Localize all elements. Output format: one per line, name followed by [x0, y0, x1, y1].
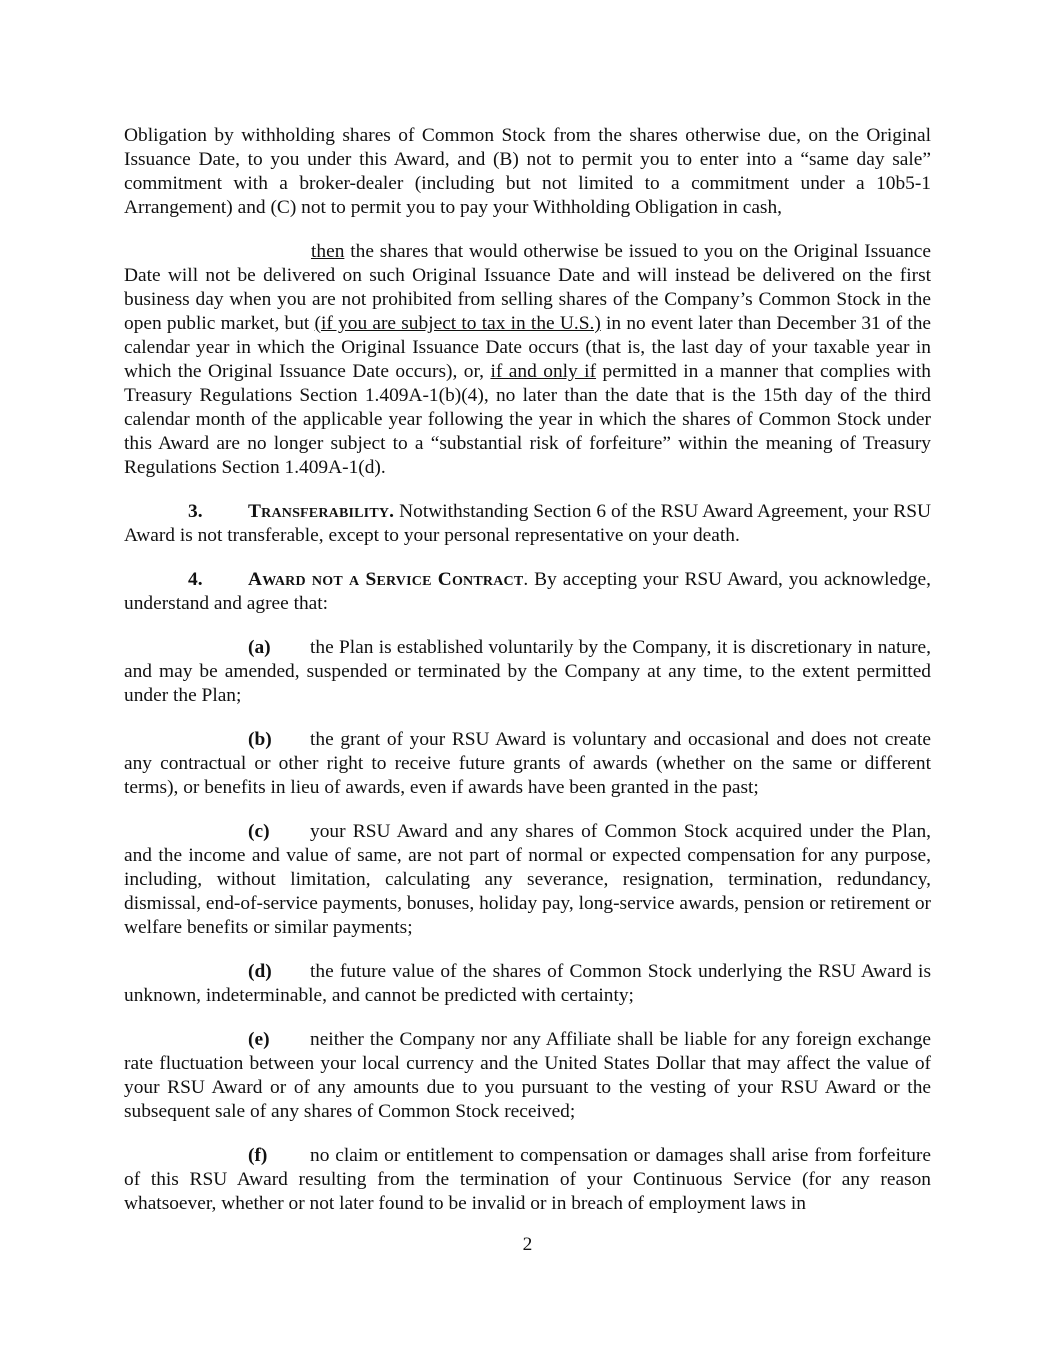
section-3-transferability [124, 500, 931, 548]
us-tax-underlined: (if you are subject to tax in the U.S.) [314, 313, 601, 334]
item-text: no claim or entitlement to compensation or damages shall arise from forfeiture of this RSU Award resulting from the termination of your Continuous Service (for any reason whatsoever, whether or not later found to be invalid or in breach of employment laws in [124, 1145, 931, 1214]
list-item-d [124, 960, 931, 1008]
item-text: your RSU Award and any shares of Common Stock acquired under the Plan, and the income and value of same, are not part of normal or expected compensation for any purpose, including, without limitation, calculating any severance, resignation, termination, redundancy, dismissal, end-of-service payments, bonuses, holiday pay, long-service awards, pension or retirement or welfare benefits or similar payments; [124, 821, 931, 938]
section-number: 3. [188, 501, 203, 522]
item-text: neither the Company nor any Affiliate shall be liable for any foreign exchange rate fluctuation between your local currency and the United States Dollar that may affect the value of your RSU Award or of any amounts due to you pursuant to the vesting of your RSU Award or the subsequent sale of any shares of Common Stock received; [124, 1029, 931, 1122]
item-label: (c) [248, 821, 270, 842]
page-number: 2 [522, 1234, 533, 1255]
then-text-b: in no event later than December 31 of the calendar year in which the Original Issuance Date occurs (that is, the last day of your taxable year in which the Original Issuance Date occurs), or, [124, 313, 932, 382]
list-item-a [124, 636, 931, 708]
list-item-e [124, 1028, 931, 1124]
if-and-only-if-underlined: if and only if [490, 361, 597, 382]
item-label: (e) [248, 1029, 270, 1050]
item-text: the Plan is established voluntarily by the Company, it is discretionary in nature, and may be amended, suspended or terminated by the Company at any time, to the extent permitted under the Plan; [124, 637, 931, 706]
continuation-paragraph: Obligation by withholding shares of Common Stock from the shares otherwise due, on the Original Issuance Date, to you under this Award, and (B) not to permit you to enter into a “same day sale” commitment with a broker-dealer (including but not limited to a commitment under a 10b5-1 Arrangement) and (C) not to permit you to pay your Withholding Obligation in cash, [124, 125, 931, 218]
list-item-f [124, 1144, 931, 1216]
item-label: (b) [248, 729, 272, 750]
then-text-c: permitted in a manner that complies with Treasury Regulations Section 1.409A-1(b)(4), no later than the date that is the 15th day of the third calendar month of the applicable year following the year in which the shares of Common Stock under this Award are no longer subject to a “substantial risk of forfeiture” within the meaning of Treasury Regulations Section 1.409A-1(d). [124, 361, 931, 478]
item-text: the future value of the shares of Common Stock underlying the RSU Award is unknown, indeterminable, and cannot be predicted with certainty; [124, 961, 931, 1006]
section-text: Notwithstanding Section 6 of the RSU Award Agreement, your RSU Award is not transferable, except to your personal representative on your death. [124, 501, 931, 546]
then-underlined: then [311, 241, 345, 262]
item-label: (d) [248, 961, 272, 982]
list-item-b [124, 728, 931, 800]
then-text-a: the shares that would otherwise be issued to you on the Original Issuance Date will not be delivered on such Original Issuance Date and will instead be delivered on the first business day when you are not prohibited from selling shares of the Company’s Common Stock in the open public market, but [124, 241, 931, 334]
section-heading: Award not a Service Contract [248, 569, 524, 590]
section-text: . By accepting your RSU Award, you acknowledge, understand and agree that: [124, 569, 932, 614]
item-text: the grant of your RSU Award is voluntary and occasional and does not create any contractual or other right to receive future grants of awards (whether on the same or different terms), or benefits in lieu of awards, even if awards have been granted in the past; [124, 729, 931, 798]
section-4-award-not-service-contract [124, 568, 931, 616]
list-item-c [124, 820, 931, 940]
item-label: (a) [248, 637, 271, 658]
document-page [124, 124, 931, 1236]
item-label: (f) [248, 1145, 268, 1166]
section-number: 4. [188, 569, 203, 590]
then-paragraph [124, 240, 931, 480]
section-heading: Transferability. [248, 501, 395, 522]
